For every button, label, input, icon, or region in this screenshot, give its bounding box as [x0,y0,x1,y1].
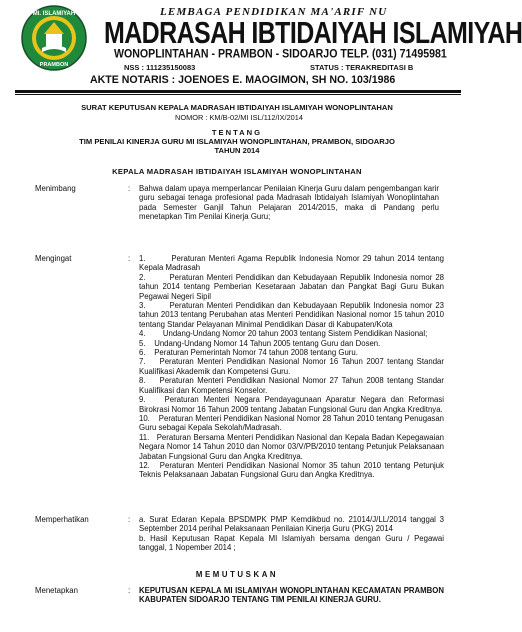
mengingat-colon: : [128,254,131,263]
mengingat-list [139,254,444,480]
item-text: Peraturan Menteri Pendidikan dan Kebudayaan Republik Indonesia nomor 23 tahun 2013 tentang Perubahan atas Menteri Pendidikan Nasional nomor 15 tahun 2010 tentang Standar Pelayanan Minimal Pendidikan Dasar di Kabupaten/Kota [139,301,444,329]
item-text: Peraturan Menteri Pendidikan Nasional Nomor 28 Tahun 2010 tentang Penugasan Guru sebagai Kepala Sekolah/Madrasah. [139,413,445,433]
decree-number: NOMOR : KM/B-02/MI ISL/112/IX/2014 [175,113,304,122]
menetapkan-colon: : [128,586,131,595]
list-item [139,339,444,348]
accreditation-status: STATUS : TERAKREDITASI B [310,63,414,72]
item-number: 2. [139,272,146,282]
item-number: 3. [139,301,146,311]
list-item [139,329,444,338]
mengingat-label: Mengingat [35,254,72,263]
memperhatikan-list [139,515,444,553]
memperhatikan-colon: : [128,515,131,524]
item-text: Peraturan Menteri Pendidikan Nasional Nomor 27 Tahun 2008 tentang Standar Kualifikasi dan Kompetensi Konselor. [139,376,444,395]
item-text: Undang-Undang Nomor 14 Tahun 2005 tentang Guru dan Dosen. [154,338,381,348]
header-rule-thin [15,94,461,95]
decree-title: SURAT KEPUTUSAN KEPALA MADRASAH IBTIDAIYAH ISLAMIYAH WONOPLINTAHAN [81,103,393,112]
nss-number: NSS : 111235150083 [124,63,196,72]
header-rule-thick [15,90,461,93]
menimbang-label: Menimbang [35,184,76,193]
menetapkan-label: Menetapkan [35,586,78,595]
issuer-heading: KEPALA MADRASAH IBTIDAIYAH ISLAMIYAH WONOPLINTAHAN [112,167,362,176]
list-item [139,376,444,395]
menimbang-colon: : [128,184,131,193]
list-item [139,461,444,480]
item-number: 11. [139,432,150,442]
item-number: 7. [139,357,146,367]
item-number: 4. [139,329,146,339]
memutuskan-heading: MEMUTUSKAN [195,570,279,579]
logo-bottom-text: PRAMBON [39,62,69,68]
item-number: 8. [139,376,146,386]
item-number: 10. [139,413,150,423]
item-text: Peraturan Menteri Pendidikan Nasional Nomor 35 tahun 2010 tentang Petunjuk Teknis Pelaksanaan Jabatan Fungsional Guru dan Angka Kreditnya. [139,460,445,480]
list-item [139,357,444,376]
item-text: Undang-Undang Nomor 20 tahun 2003 tentang Sistem Pendidikan Nasional; [162,329,428,339]
item-number: 1. [139,254,146,263]
subject-line-2: TAHUN 2014 [214,146,260,155]
tentang-heading: TENTANG [211,128,263,137]
list-item [139,254,444,273]
list-item [139,414,444,433]
subject-line-1: TIM PENILAI KINERJA GURU MI ISLAMIYAH WONOPLINTAHAN, PRAMBON, SIDOARJO [79,137,395,146]
school-address: WONOPLINTAHAN - PRAMBON - SIDOARJO TELP. (031) 71495981 [114,47,447,61]
item-text: Peraturan Menteri Pendidikan Nasional Nomor 16 Tahun 2007 tentang Standar Kualifikasi Akademik dan Kompetensi Guru. [139,357,444,376]
list-item [139,273,444,301]
memperhatikan-label: Memperhatikan [35,515,89,524]
list-item [139,348,444,357]
logo-top-text: MI. ISLAMIYAH [32,11,76,17]
list-item [139,301,444,329]
menimbang-text: Bahwa dalam upaya memperlancar Penilaian Kinerja Guru dalam pengembangan karir guru sebagai tenaga profesional pada Madrasah Ibtidaiyah Islamiyah Wonoplintahan pada Semester Ganjil Tahun Pelajaran 2014/2015, maka di Pandang perlu menetapkan Tim Penilai Kinerja Guru; [139,184,439,222]
item-number: 5. [139,338,146,348]
menetapkan-text: KEPUTUSAN KEPALA MI ISLAMIYAH WONOPLINTAHAN KECAMATAN PRAMBON KABUPATEN SIDOARJO TENTANG TIM PENILAI KINERJA GURU. [139,586,444,605]
item-number: 6. [139,348,146,358]
item-text: Peraturan Menteri Agama Republik Indonesia Nomor 29 tahun 2014 tentang Kepala Madrasah [139,254,444,273]
list-item [139,433,444,461]
item-number: 12. [139,460,150,470]
list-item: b. Hasil Keputusan Rapat Kepala MI Islamiyah bersama dengan Guru / Pegawai tanggal, 1 Nopember 2014 ; [139,533,444,553]
list-item: a. Surat Edaran Kepala BPSDMPK PMP Kemdikbud no. 21014/J/LL/2014 tanggal 3 September 2014 perihal Pelaksanaan Penilaian Kinerja Guru (PKG) 2014 [139,515,444,534]
school-logo [20,4,88,72]
list-item [139,395,444,414]
madrasah-name: MADRASAH IBTIDAIYAH ISLAMIYAH [104,16,522,51]
item-text: Peraturan Menteri Pendidikan dan Kebudayaan Republik Indonesia nomor 28 tahun 2014 tentang Pemberian Kesetaraan Jabatan dan Pangkat Bagi Guru Bukan Pegawai Negeri Sipil [139,272,444,301]
notary-deed: AKTE NOTARIS : JOENOES E. MAOGIMON, SH NO. 103/1986 [90,74,396,86]
lembaga-heading: LEMBAGA PENDIDIKAN MA'ARIF NU [160,6,388,18]
item-text: Peraturan Pemerintah Nomor 74 tahun 2008 tentang Guru. [154,348,358,358]
item-text: Peraturan Bersama Menteri Pendidikan Nasional dan Kepala Badan Kepegawaian Negara Nomor 14 Tahun 2010 dan Nomor 03/V/PB/2010 tentang Petunjuk Pelaksanaan Jabatan Fungsional Guru dan Angka Kreditnya. [139,432,445,461]
item-number: 9. [139,395,146,405]
item-text: Peraturan Menteri Negara Pendayagunaan Aparatur Negara dan Reformasi Birokrasi Nomor 16 Tahun 2009 tentang Jabatan Fungsional Guru dan Angka Kreditnya. [139,395,444,414]
